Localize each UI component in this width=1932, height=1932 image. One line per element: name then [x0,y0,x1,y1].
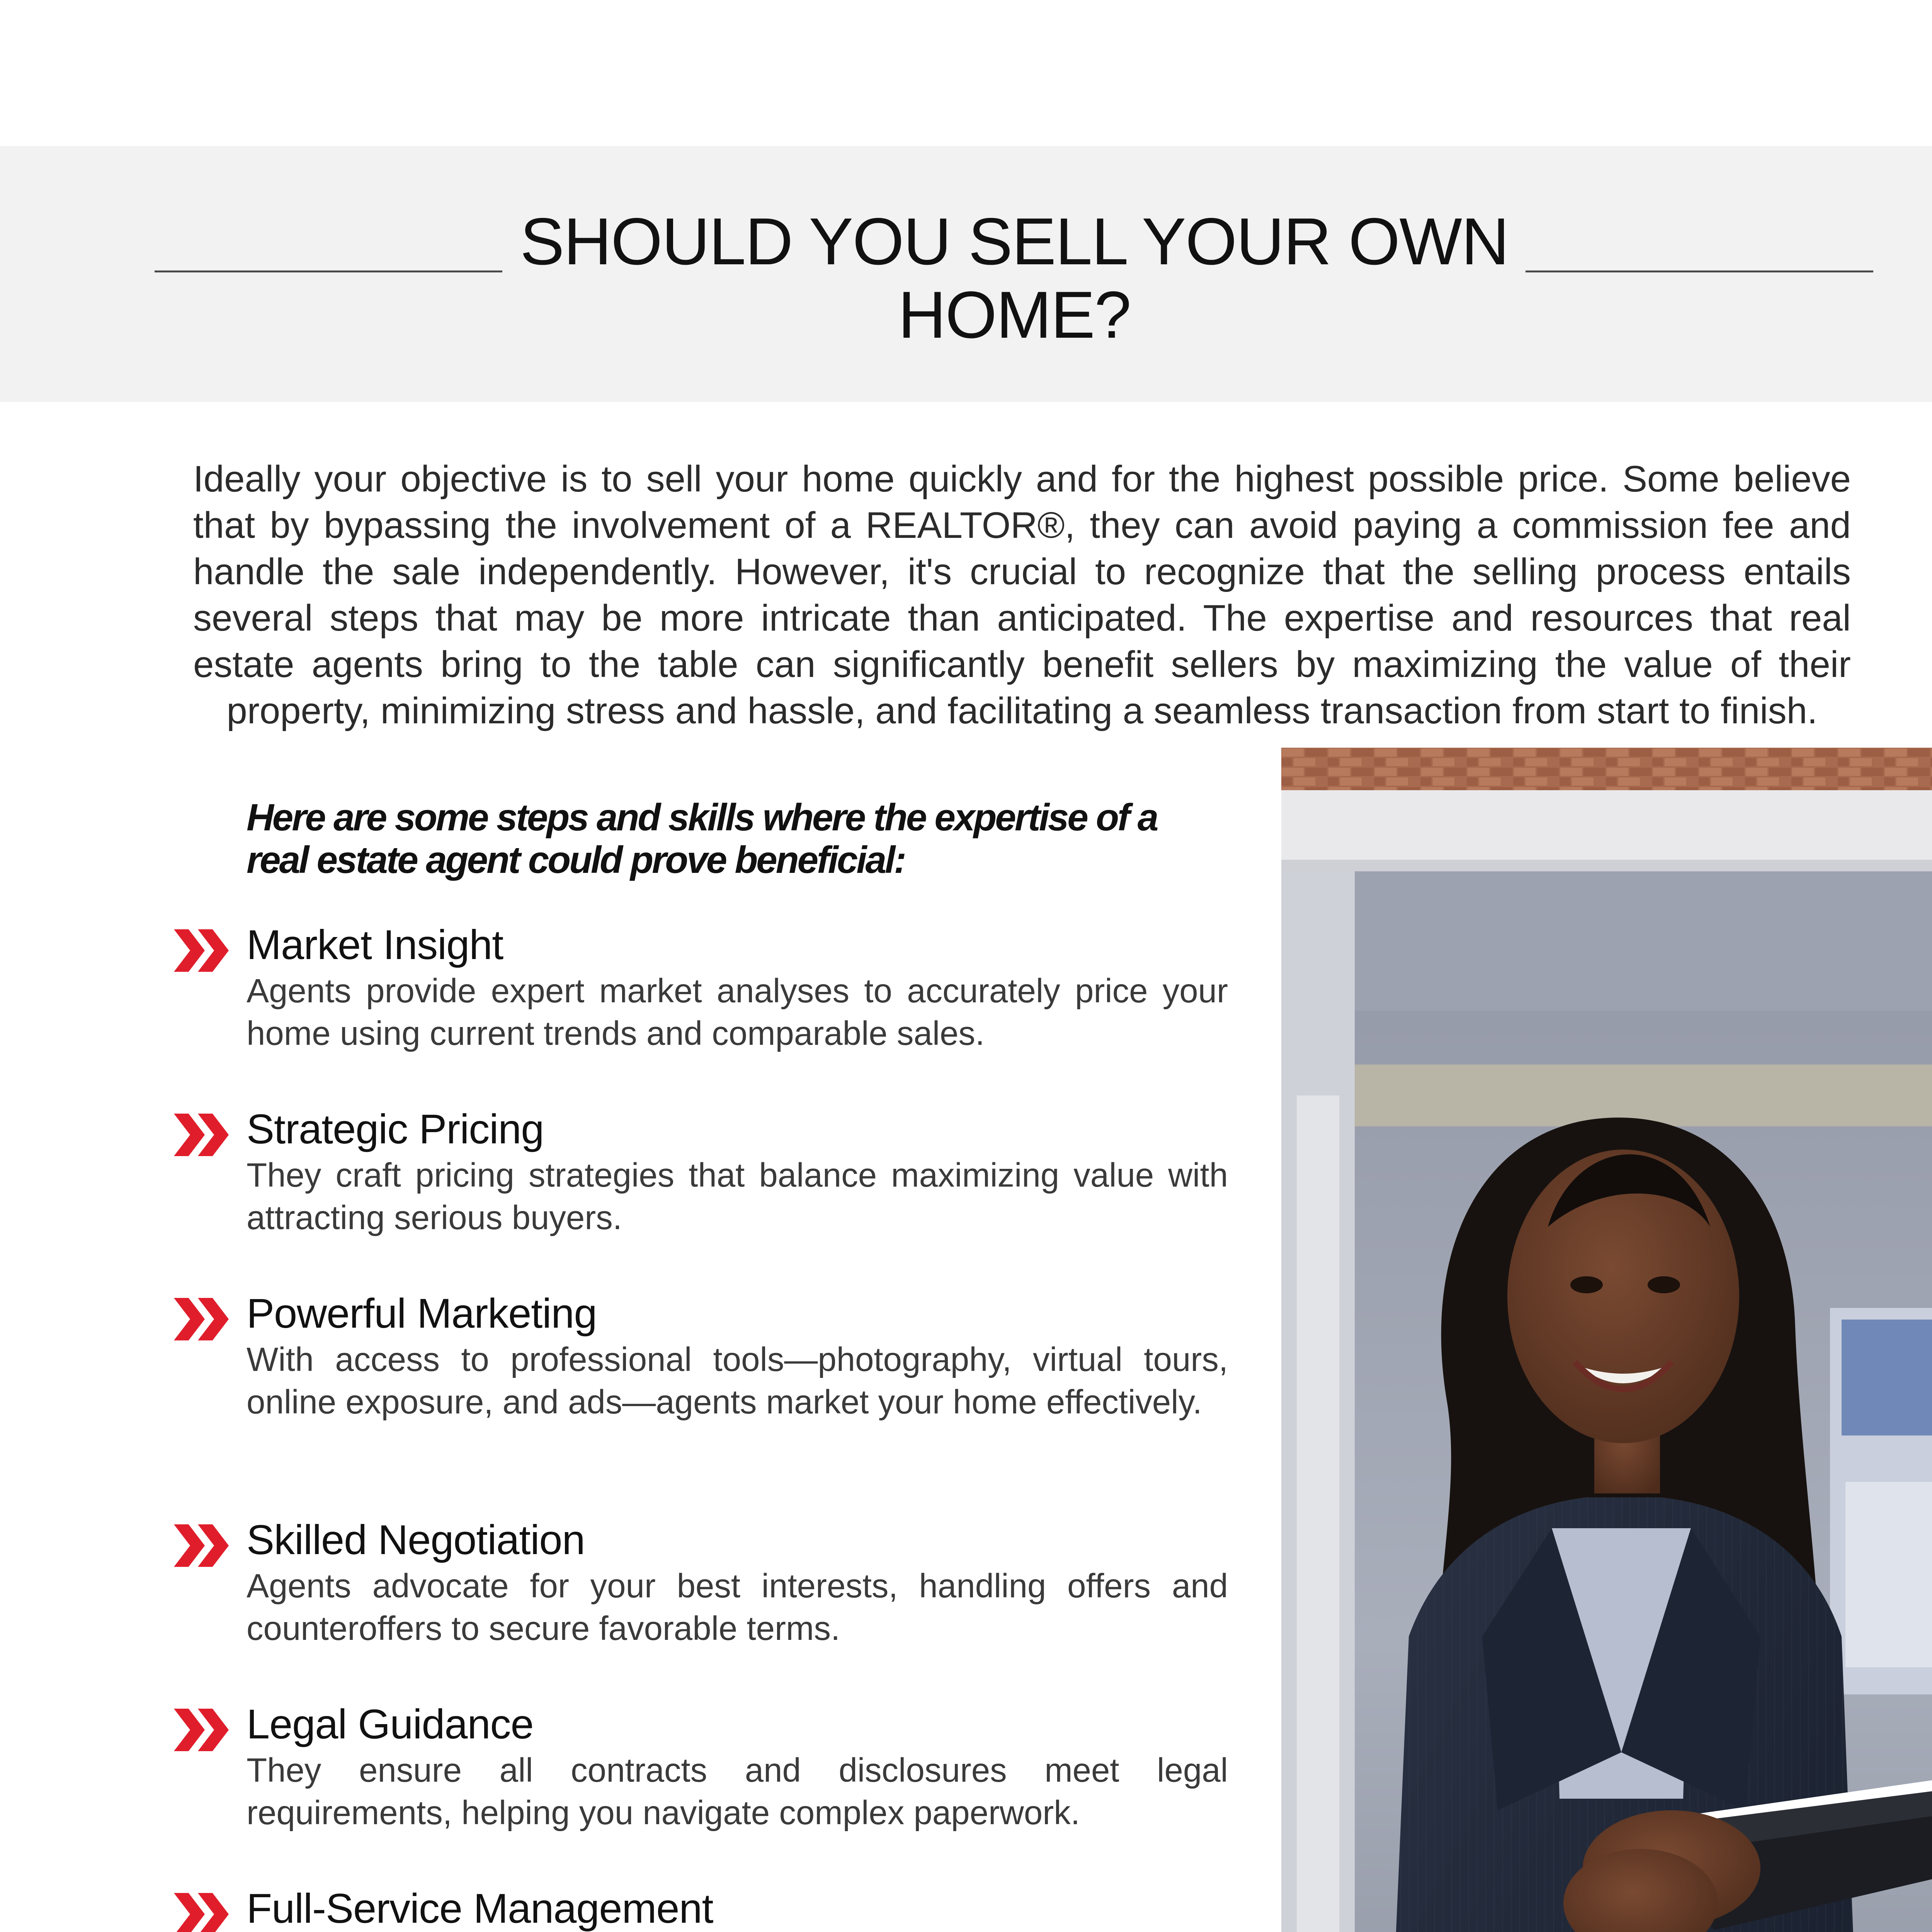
double-chevron-right-icon [174,1298,232,1340]
double-chevron-right-icon [174,1114,232,1156]
lead-in-text: Here are some steps and skills where the expertise of a real estate agent could prove beneficial: [247,796,1157,881]
item-title: Legal Guidance [247,1701,534,1747]
item-description: Agents advocate for your best interests, handling offers and counteroffers to secure favorable terms. [247,1567,1228,1647]
intro-paragraph: Ideally your objective is to sell your home quickly and for the highest possible price. Some believe that by bypassing the involvement of a REALTOR®, they can avoid paying a commission fee and handle the sale independently. However, it's crucial to recognize that the selling process entails several steps that may be more intricate than anticipated. The expertise and resources that real estate agents bring to the table can significantly benefit sellers by maximizing the value of their property, minimizing stress and hassle, and facilitating a seamless transaction from start to finish. [193,458,1851,731]
page-title: SHOULD YOU SELL YOUR OWN HOME? [520,204,1509,352]
double-chevron-right-icon [174,1893,232,1932]
item-title: Full-Service Management [247,1885,713,1932]
double-chevron-right-icon [174,929,232,972]
item-description: With access to professional tools—photography, virtual tours, online exposure, and ads—agents market your home effectively. [247,1341,1228,1421]
double-chevron-right-icon [174,1524,232,1567]
item-description: They ensure all contracts and disclosures meet legal requirements, helping you navigate complex paperwork. [247,1752,1228,1832]
item-title: Powerful Marketing [247,1290,597,1337]
header-rule-right [1526,270,1873,272]
item-description: Agents provide expert market analyses to accurately price your home using current trends and comparable sales. [247,972,1228,1052]
double-chevron-right-icon [174,1709,232,1751]
header-rule-left [155,270,502,272]
agent-photo [1281,748,1932,1932]
agent-photo-illustration [1281,748,1932,1932]
item-title: Skilled Negotiation [247,1516,585,1563]
item-title: Market Insight [247,921,503,968]
item-description: They craft pricing strategies that balance maximizing value with attracting serious buyers. [247,1156,1228,1236]
item-title: Strategic Pricing [247,1105,544,1152]
